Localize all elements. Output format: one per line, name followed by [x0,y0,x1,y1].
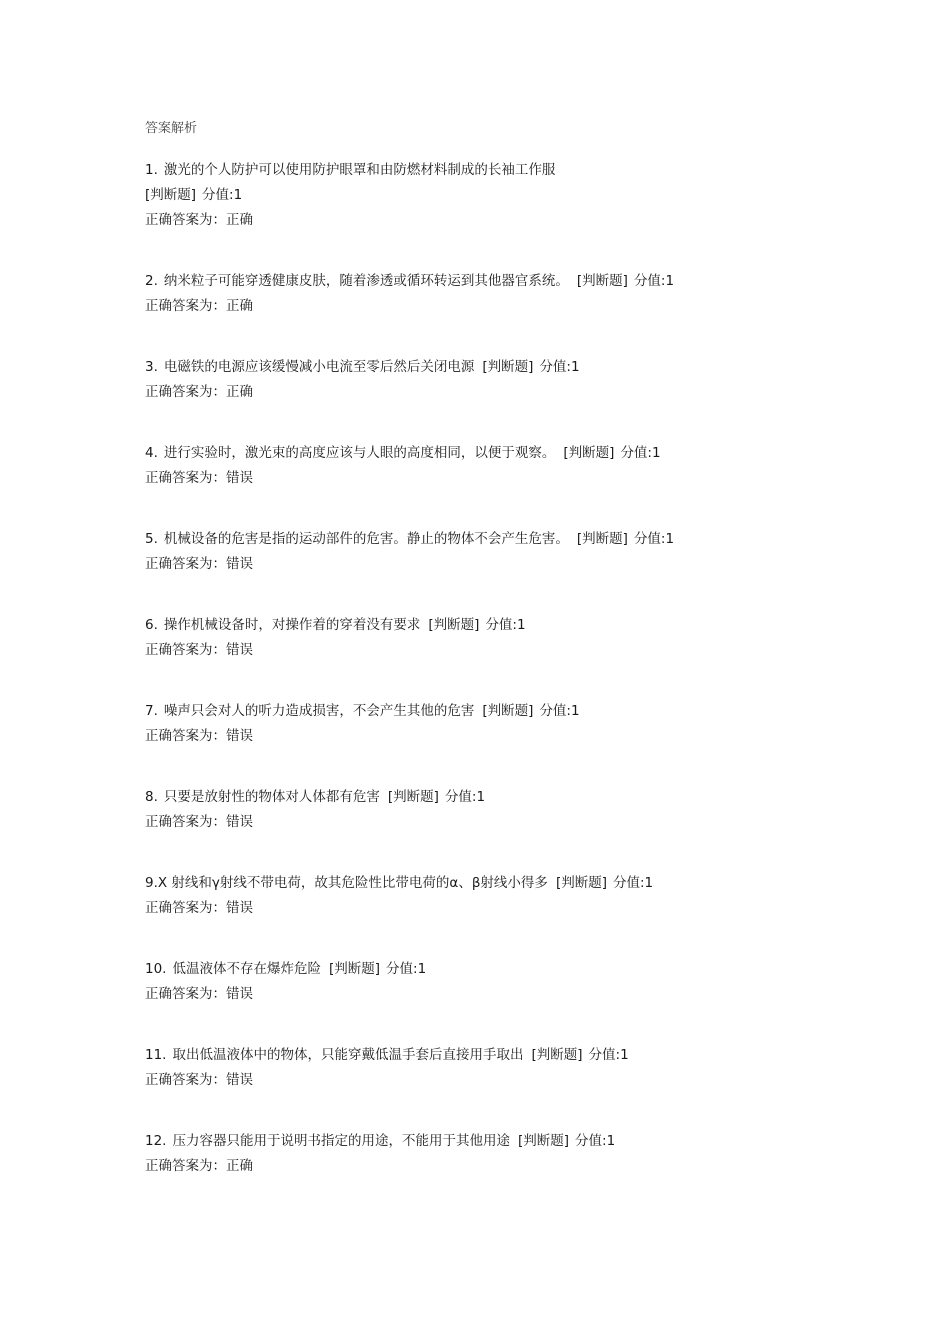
question-number: 2. [145,273,158,289]
question-number: 12. [145,1133,167,1149]
question-type: [判断题] [555,875,607,891]
question-type: [判断题] [576,531,628,547]
question-text: 取出低温液体中的物体，只能穿戴低温手套后直接用手取出 [172,1047,524,1063]
question-text: X 射线和γ射线不带电荷，故其危险性比带电荷的α、β射线小得多 [157,875,548,891]
question-score: 分值:1 [575,1133,616,1149]
question-item [145,269,865,319]
question-line [145,269,865,294]
question-type: [判断题] [428,617,480,633]
answer-line: 正确答案为：错误 [145,642,253,658]
answer-line: 正确答案为：正确 [145,298,253,314]
question-number: 3. [145,359,158,375]
question-number: 9. [145,875,158,891]
question-meta [556,875,653,891]
question-text: 机械设备的危害是指的运动部件的危害。静止的物体不会产生危害。 [163,531,569,547]
question-type: [判断题] [482,703,534,719]
question-text: 纳米粒子可能穿透健康皮肤，随着渗透或循环转运到其他器官系统。 [163,273,569,289]
question-type: [判断题] [563,445,615,461]
question-meta [482,703,579,719]
question-item [145,613,865,663]
question-item [145,957,865,1007]
question-meta [518,1133,615,1149]
question-score: 分值:1 [202,187,243,203]
question-line [145,441,865,466]
answer-line: 正确答案为：正确 [145,384,253,400]
question-score: 分值:1 [633,531,675,547]
question-text: 噪声只会对人的听力造成损害，不会产生其他的危害 [163,703,475,719]
question-line [145,1129,865,1154]
question-item [145,1043,865,1093]
question-score: 分值:1 [612,875,654,891]
question-type: [判断题] [576,273,628,289]
page-heading: 答案解析 [145,121,198,136]
question-line [145,871,865,896]
question-score: 分值:1 [485,617,526,633]
answer-line: 正确答案为：错误 [145,1072,253,1088]
question-number: 11. [145,1047,167,1063]
question-line [145,957,865,982]
question-score: 分值:1 [620,445,661,461]
answer-line: 正确答案为：错误 [145,470,253,486]
question-meta [482,359,579,375]
question-item [145,355,865,405]
question-text: 激光的个人防护可以使用防护眼罩和由防燃材料制成的长袖工作服 [163,162,556,178]
question-type: [判断题] [517,1133,570,1149]
question-meta [563,445,660,461]
answer-line: 正确答案为：错误 [145,986,253,1002]
question-score: 分值:1 [588,1047,629,1063]
question-item [145,871,865,921]
answer-line: 正确答案为：错误 [145,556,253,572]
question-text: 压力容器只能用于说明书指定的用途，不能用于其他用途 [172,1133,510,1149]
question-meta [577,531,674,547]
answer-line: 正确答案为：错误 [145,728,253,744]
question-line [145,355,865,380]
question-line [145,1043,865,1068]
question-line [145,158,865,183]
question-type: [判断题] [145,187,197,203]
question-meta [329,961,426,977]
question-text: 电磁铁的电源应该缓慢减小电流至零后然后关闭电源 [163,359,475,375]
question-item [145,785,865,835]
question-text: 进行实验时，激光束的高度应该与人眼的高度相同，以便于观察。 [163,445,556,461]
question-number: 8. [145,789,158,805]
question-meta [531,1047,628,1063]
question-number: 7. [145,703,158,719]
question-number: 6. [145,617,158,633]
question-score: 分值:1 [633,273,675,289]
question-score: 分值:1 [539,703,580,719]
question-item [145,1129,865,1179]
question-item [145,527,865,577]
question-text: 低温液体不存在爆炸危险 [172,961,321,977]
answer-line: 正确答案为：错误 [145,814,253,830]
question-type: [判断题] [482,359,534,375]
question-line [145,785,865,810]
question-type: [判断题] [387,789,439,805]
question-meta [577,273,674,289]
question-type: [判断题] [328,961,381,977]
answer-line: 正确答案为：正确 [145,212,253,228]
question-score: 分值:1 [386,961,427,977]
question-line [145,527,865,552]
question-meta [145,183,865,208]
question-number: 4. [145,445,158,461]
question-line [145,699,865,724]
question-number: 10. [145,961,167,977]
answer-line: 正确答案为：错误 [145,900,253,916]
answer-line: 正确答案为：正确 [145,1158,253,1174]
question-score: 分值:1 [444,789,486,805]
question-text: 操作机械设备时，对操作着的穿着没有要求 [163,617,421,633]
question-meta [388,789,485,805]
question-number: 5. [145,531,158,547]
question-meta [428,617,525,633]
question-item [145,441,865,491]
question-text: 只要是放射性的物体对人体都有危害 [163,789,380,805]
question-number: 1. [145,162,158,178]
question-item [145,158,865,233]
question-item [145,699,865,749]
question-type: [判断题] [531,1047,583,1063]
question-score: 分值:1 [539,359,580,375]
document-page [145,118,865,1215]
question-line [145,613,865,638]
